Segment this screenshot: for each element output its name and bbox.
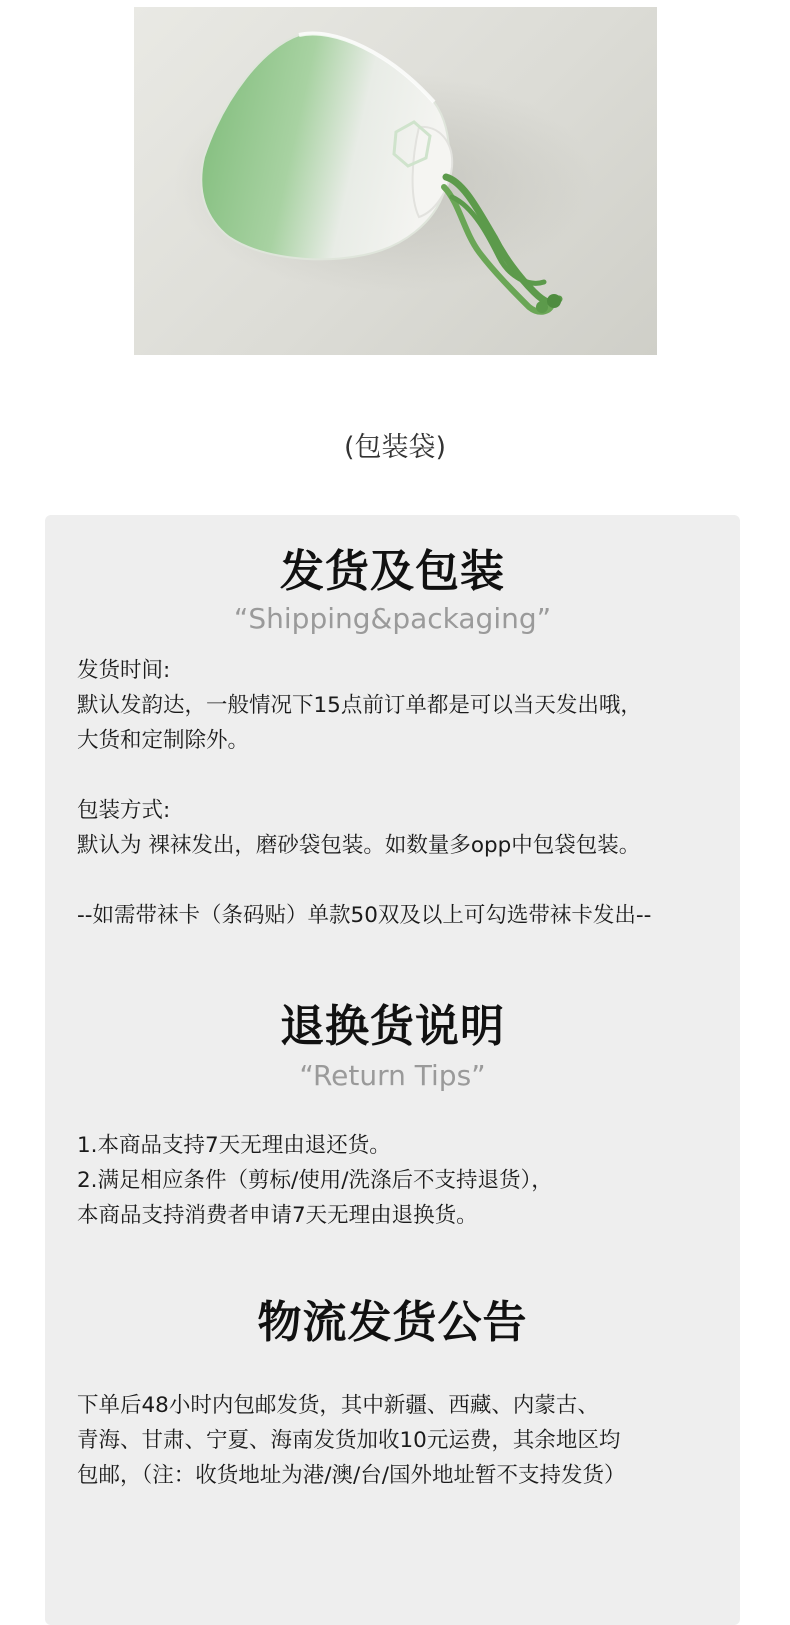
sock-card-note: --如需带袜卡（条码贴）单款50双及以上可勾选带袜卡发出-- xyxy=(77,903,652,928)
returns-line: 2.满足相应条件（剪标/使用/洗涤后不支持退货）， xyxy=(77,1168,553,1193)
returns-line: 1.本商品支持7天无理由退还货。 xyxy=(77,1133,391,1158)
returns-title: 退换货说明 xyxy=(280,1001,505,1052)
photo-caption: (包装袋) xyxy=(343,432,447,463)
logistics-line: 包邮，（注：收货地址为港/澳/台/国外地址暂不支持发货） xyxy=(77,1463,626,1488)
product-photo xyxy=(134,7,657,355)
shipping-title: 发货及包装 xyxy=(280,546,505,597)
shipping-time-label: 发货时间: xyxy=(77,658,171,683)
packaging-line: 默认为 裸袜发出，磨砂袋包装。如数量多opp中包袋包装。 xyxy=(77,833,641,858)
returns-section xyxy=(77,1128,720,1233)
logistics-title: 物流发货公告 xyxy=(257,1297,528,1348)
logistics-line: 青海、甘肃、宁夏、海南发货加收10元运费，其余地区均 xyxy=(77,1428,621,1453)
shipping-section xyxy=(77,653,720,933)
logistics-section xyxy=(77,1388,720,1493)
shipping-subtitle: “Shipping&packaging” xyxy=(233,602,552,635)
logistics-line: 下单后48小时内包邮发货，其中新疆、西藏、内蒙古、 xyxy=(77,1393,599,1418)
returns-subtitle: “Return Tips” xyxy=(299,1059,486,1092)
drawstring-bag-image xyxy=(134,7,657,355)
shipping-time-line: 默认发韵达，一般情况下15点前订单都是可以当天发出哦， xyxy=(77,693,642,718)
shipping-time-line: 大货和定制除外。 xyxy=(77,728,250,753)
returns-line: 本商品支持消费者申请7天无理由退换货。 xyxy=(77,1203,478,1228)
info-panel xyxy=(45,515,740,1625)
packaging-label: 包装方式: xyxy=(77,798,171,823)
